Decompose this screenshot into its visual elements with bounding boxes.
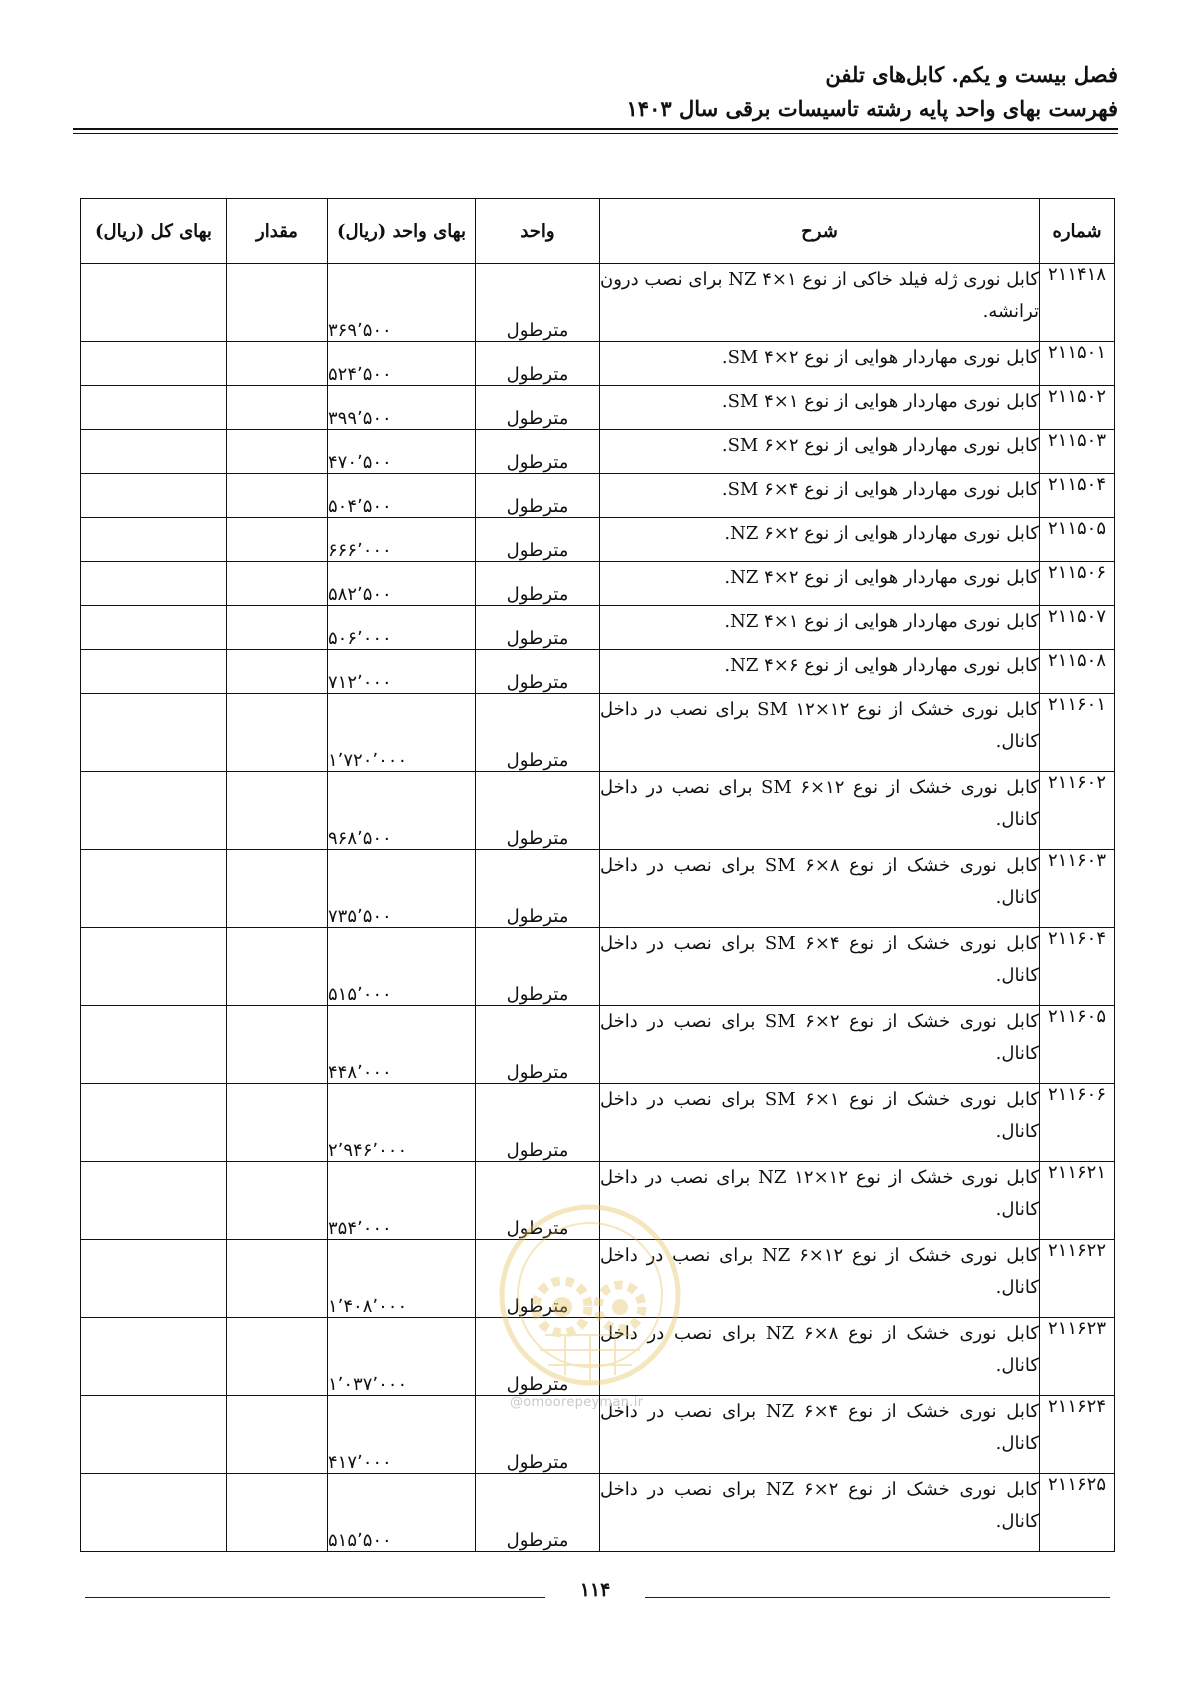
item-quantity bbox=[227, 474, 328, 518]
item-unit: مترطول bbox=[476, 562, 600, 606]
item-number: ۲۱۱۶۲۴ bbox=[1040, 1396, 1115, 1474]
item-unit: مترطول bbox=[476, 264, 600, 342]
item-total-price bbox=[81, 772, 227, 850]
item-number: ۲۱۱۶۰۵ bbox=[1040, 1006, 1115, 1084]
table-row bbox=[81, 518, 1115, 562]
item-description: کابل نوری خشک از نوع SM ۱۲×۱۲ برای نصب در داخل کانال. bbox=[600, 694, 1040, 772]
column-header-number: شماره bbox=[1040, 199, 1115, 264]
item-unit: مترطول bbox=[476, 1084, 600, 1162]
table-row bbox=[81, 1318, 1115, 1396]
item-number: ۲۱۱۶۲۳ bbox=[1040, 1318, 1115, 1396]
item-total-price bbox=[81, 694, 227, 772]
item-description: کابل نوری مهاردار هوایی از نوع NZ ۶×۲. bbox=[600, 518, 1040, 562]
item-unit-price: ۷۱۲٬۰۰۰ bbox=[328, 650, 476, 694]
item-description: کابل نوری خشک از نوع SM ۶×۸ برای نصب در داخل کانال. bbox=[600, 850, 1040, 928]
item-number: ۲۱۱۵۰۱ bbox=[1040, 342, 1115, 386]
item-total-price bbox=[81, 1162, 227, 1240]
item-unit: مترطول bbox=[476, 1240, 600, 1318]
item-unit: مترطول bbox=[476, 430, 600, 474]
item-total-price bbox=[81, 1240, 227, 1318]
item-quantity bbox=[227, 1240, 328, 1318]
table-row bbox=[81, 264, 1115, 342]
item-description: کابل نوری خشک از نوع SM ۶×۴ برای نصب در داخل کانال. bbox=[600, 928, 1040, 1006]
item-quantity bbox=[227, 430, 328, 474]
item-total-price bbox=[81, 1396, 227, 1474]
document-title: فهرست بهای واحد پایه رشته تاسیسات برقی سال ۱۴۰۳ bbox=[626, 96, 1118, 121]
item-number: ۲۱۱۵۰۶ bbox=[1040, 562, 1115, 606]
item-total-price bbox=[81, 1318, 227, 1396]
item-quantity bbox=[227, 264, 328, 342]
column-header-quantity: مقدار bbox=[227, 199, 328, 264]
item-number: ۲۱۱۶۰۱ bbox=[1040, 694, 1115, 772]
item-quantity bbox=[227, 1084, 328, 1162]
item-unit: مترطول bbox=[476, 928, 600, 1006]
item-quantity bbox=[227, 1474, 328, 1552]
item-unit: مترطول bbox=[476, 850, 600, 928]
item-quantity bbox=[227, 518, 328, 562]
item-unit: مترطول bbox=[476, 474, 600, 518]
column-header-description: شرح bbox=[600, 199, 1040, 264]
item-description: کابل نوری خشک از نوع SM ۶×۱ برای نصب در داخل کانال. bbox=[600, 1084, 1040, 1162]
item-description: کابل نوری مهاردار هوایی از نوع SM ۴×۲. bbox=[600, 342, 1040, 386]
item-unit-price: ۶۶۶٬۰۰۰ bbox=[328, 518, 476, 562]
table-row bbox=[81, 850, 1115, 928]
item-number: ۲۱۱۵۰۷ bbox=[1040, 606, 1115, 650]
watermark-text: @omoorepeyman.ir bbox=[510, 1395, 644, 1410]
item-unit-price: ۱٬۰۳۷٬۰۰۰ bbox=[328, 1318, 476, 1396]
table-row bbox=[81, 1162, 1115, 1240]
item-total-price bbox=[81, 650, 227, 694]
item-number: ۲۱۱۴۱۸ bbox=[1040, 264, 1115, 342]
item-number: ۲۱۱۵۰۵ bbox=[1040, 518, 1115, 562]
item-quantity bbox=[227, 1006, 328, 1084]
item-unit: مترطول bbox=[476, 650, 600, 694]
item-number: ۲۱۱۵۰۳ bbox=[1040, 430, 1115, 474]
table-row bbox=[81, 772, 1115, 850]
item-description: کابل نوری مهاردار هوایی از نوع SM ۴×۱. bbox=[600, 386, 1040, 430]
item-unit: مترطول bbox=[476, 694, 600, 772]
item-unit-price: ۵۸۲٬۵۰۰ bbox=[328, 562, 476, 606]
item-total-price bbox=[81, 518, 227, 562]
table-row bbox=[81, 562, 1115, 606]
item-number: ۲۱۱۶۰۴ bbox=[1040, 928, 1115, 1006]
item-unit-price: ۲٬۹۴۶٬۰۰۰ bbox=[328, 1084, 476, 1162]
item-description: کابل نوری خشک از نوع NZ ۶×۲ برای نصب در داخل کانال. bbox=[600, 1474, 1040, 1552]
header-rule-thin bbox=[73, 133, 1118, 134]
item-number: ۲۱۱۶۲۵ bbox=[1040, 1474, 1115, 1552]
item-unit-price: ۳۵۴٬۰۰۰ bbox=[328, 1162, 476, 1240]
item-description: کابل نوری مهاردار هوایی از نوع NZ ۴×۲. bbox=[600, 562, 1040, 606]
chapter-title: فصل بیست و یکم. کابل‌های تلفن bbox=[825, 62, 1118, 87]
item-unit: مترطول bbox=[476, 386, 600, 430]
item-unit: مترطول bbox=[476, 1162, 600, 1240]
table-row bbox=[81, 1084, 1115, 1162]
item-total-price bbox=[81, 342, 227, 386]
header-rule bbox=[73, 128, 1118, 130]
item-unit: مترطول bbox=[476, 342, 600, 386]
item-description: کابل نوری خشک از نوع SM ۶×۲ برای نصب در داخل کانال. bbox=[600, 1006, 1040, 1084]
column-header-total-price: بهای کل (ریال) bbox=[81, 199, 227, 264]
column-header-unit: واحد bbox=[476, 199, 600, 264]
item-number: ۲۱۱۵۰۴ bbox=[1040, 474, 1115, 518]
item-description: کابل نوری خشک از نوع SM ۶×۱۲ برای نصب در داخل کانال. bbox=[600, 772, 1040, 850]
item-total-price bbox=[81, 474, 227, 518]
item-description: کابل نوری خشک از نوع NZ ۶×۱۲ برای نصب در داخل کانال. bbox=[600, 1240, 1040, 1318]
item-quantity bbox=[227, 928, 328, 1006]
item-description: کابل نوری مهاردار هوایی از نوع NZ ۴×۶. bbox=[600, 650, 1040, 694]
table-row bbox=[81, 928, 1115, 1006]
item-number: ۲۱۱۶۰۲ bbox=[1040, 772, 1115, 850]
item-quantity bbox=[227, 694, 328, 772]
table-row bbox=[81, 474, 1115, 518]
item-unit: مترطول bbox=[476, 1396, 600, 1474]
item-unit-price: ۱٬۷۲۰٬۰۰۰ bbox=[328, 694, 476, 772]
item-unit: مترطول bbox=[476, 772, 600, 850]
footer-rule-left bbox=[85, 1597, 545, 1598]
item-description: کابل نوری مهاردار هوایی از نوع SM ۶×۲. bbox=[600, 430, 1040, 474]
table-row bbox=[81, 342, 1115, 386]
footer-rule-right bbox=[645, 1597, 1110, 1598]
item-quantity bbox=[227, 562, 328, 606]
item-quantity bbox=[227, 386, 328, 430]
item-total-price bbox=[81, 606, 227, 650]
item-total-price bbox=[81, 1084, 227, 1162]
item-number: ۲۱۱۶۲۱ bbox=[1040, 1162, 1115, 1240]
item-total-price bbox=[81, 430, 227, 474]
item-unit-price: ۴۴۸٬۰۰۰ bbox=[328, 1006, 476, 1084]
item-quantity bbox=[227, 850, 328, 928]
item-total-price bbox=[81, 928, 227, 1006]
table-row bbox=[81, 1474, 1115, 1552]
table-row bbox=[81, 650, 1115, 694]
item-unit-price: ۴۱۷٬۰۰۰ bbox=[328, 1396, 476, 1474]
item-total-price bbox=[81, 562, 227, 606]
item-number: ۲۱۱۶۰۳ bbox=[1040, 850, 1115, 928]
item-unit-price: ۱٬۴۰۸٬۰۰۰ bbox=[328, 1240, 476, 1318]
item-total-price bbox=[81, 386, 227, 430]
item-unit-price: ۳۶۹٬۵۰۰ bbox=[328, 264, 476, 342]
column-header-unit-price: بهای واحد (ریال) bbox=[328, 199, 476, 264]
table-row bbox=[81, 1240, 1115, 1318]
item-number: ۲۱۱۵۰۸ bbox=[1040, 650, 1115, 694]
item-unit-price: ۹۶۸٬۵۰۰ bbox=[328, 772, 476, 850]
item-number: ۲۱۱۶۲۲ bbox=[1040, 1240, 1115, 1318]
table-row bbox=[81, 1006, 1115, 1084]
item-quantity bbox=[227, 342, 328, 386]
item-unit-price: ۳۹۹٬۵۰۰ bbox=[328, 386, 476, 430]
table-row bbox=[81, 386, 1115, 430]
item-unit-price: ۵۲۴٬۵۰۰ bbox=[328, 342, 476, 386]
item-quantity bbox=[227, 606, 328, 650]
item-quantity bbox=[227, 1162, 328, 1240]
item-description: کابل نوری خشک از نوع NZ ۶×۴ برای نصب در داخل کانال. bbox=[600, 1396, 1040, 1474]
item-total-price bbox=[81, 264, 227, 342]
item-unit-price: ۵۰۶٬۰۰۰ bbox=[328, 606, 476, 650]
item-description: کابل نوری خشک از نوع NZ ۶×۸ برای نصب در داخل کانال. bbox=[600, 1318, 1040, 1396]
item-description: کابل نوری مهاردار هوایی از نوع SM ۶×۴. bbox=[600, 474, 1040, 518]
item-description: کابل نوری خشک از نوع NZ ۱۲×۱۲ برای نصب در داخل کانال. bbox=[600, 1162, 1040, 1240]
item-quantity bbox=[227, 772, 328, 850]
item-unit: مترطول bbox=[476, 1006, 600, 1084]
item-description: کابل نوری ژله فیلد خاکی از نوع NZ ۴×۱ برای نصب درون ترانشه. bbox=[600, 264, 1040, 342]
item-number: ۲۱۱۵۰۲ bbox=[1040, 386, 1115, 430]
item-unit: مترطول bbox=[476, 1474, 600, 1552]
item-quantity bbox=[227, 650, 328, 694]
table-row bbox=[81, 606, 1115, 650]
item-total-price bbox=[81, 1006, 227, 1084]
item-description: کابل نوری مهاردار هوایی از نوع NZ ۴×۱. bbox=[600, 606, 1040, 650]
item-unit-price: ۷۳۵٬۵۰۰ bbox=[328, 850, 476, 928]
item-unit: مترطول bbox=[476, 1318, 600, 1396]
item-quantity bbox=[227, 1318, 328, 1396]
item-total-price bbox=[81, 850, 227, 928]
page-number: ۱۱۴ bbox=[579, 1579, 611, 1601]
price-table bbox=[80, 198, 1115, 1552]
item-unit-price: ۴۷۰٬۵۰۰ bbox=[328, 430, 476, 474]
item-quantity bbox=[227, 1396, 328, 1474]
table-row bbox=[81, 694, 1115, 772]
table-row bbox=[81, 430, 1115, 474]
item-unit: مترطول bbox=[476, 606, 600, 650]
item-unit-price: ۵۰۴٬۵۰۰ bbox=[328, 474, 476, 518]
item-unit-price: ۵۱۵٬۵۰۰ bbox=[328, 1474, 476, 1552]
page-header bbox=[73, 58, 1118, 126]
item-unit-price: ۵۱۵٬۰۰۰ bbox=[328, 928, 476, 1006]
item-total-price bbox=[81, 1474, 227, 1552]
item-unit: مترطول bbox=[476, 518, 600, 562]
item-number: ۲۱۱۶۰۶ bbox=[1040, 1084, 1115, 1162]
table-header-row bbox=[81, 199, 1115, 264]
